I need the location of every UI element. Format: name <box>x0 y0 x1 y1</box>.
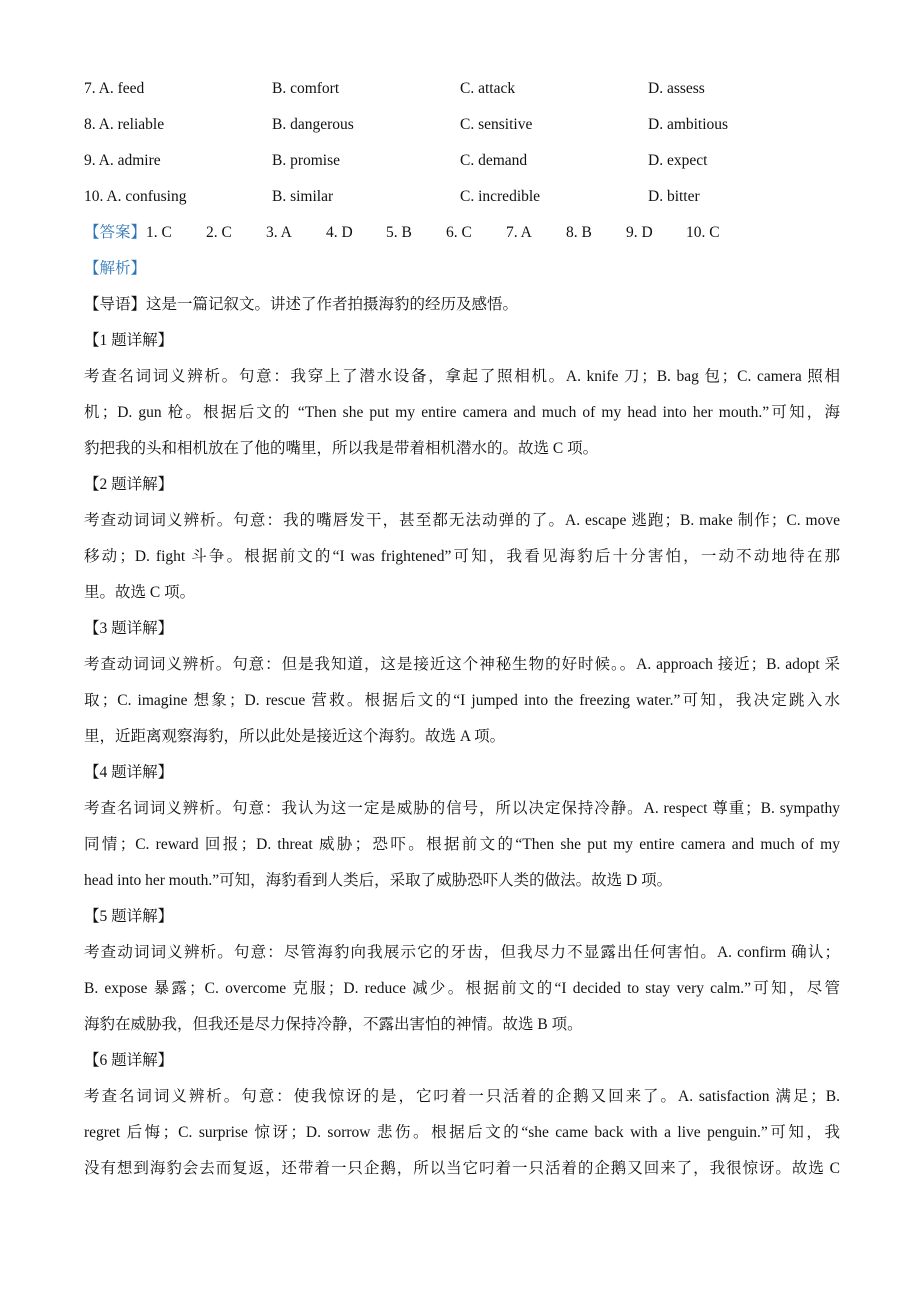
option-d: D. assess <box>648 80 705 97</box>
paragraph-line: 里。故选 C 项。 <box>84 584 196 601</box>
option-b: B. comfort <box>272 80 340 97</box>
option-c: C. incredible <box>460 188 541 205</box>
question-number: 8. <box>84 116 96 133</box>
option-b: B. dangerous <box>272 116 354 133</box>
detail-paragraph <box>84 647 840 755</box>
paragraph-line: 考查名词词义辨析。句意：我穿上了潜水设备，拿起了照相机。A. knife 刀；B. bag 包；C. camera 照相 <box>84 368 840 385</box>
answer-key <box>84 215 840 251</box>
answer-item: 5. B <box>386 224 412 241</box>
paragraph-line: 取；C. imagine 想象；D. rescue 营救。根据后文的“I jumped into the freezing water.”可知，我决定跳入水 <box>84 692 840 709</box>
detail-section-3 <box>84 611 840 755</box>
option-row-10 <box>84 179 840 215</box>
detail-section-1 <box>84 323 840 467</box>
detail-heading: 【1 题详解】 <box>84 332 174 349</box>
option-d: D. expect <box>648 152 708 169</box>
option-row-8 <box>84 107 840 143</box>
detail-paragraph <box>84 791 840 899</box>
answer-item: 1. C <box>146 224 172 241</box>
answer-item: 2. C <box>206 224 232 241</box>
answer-item: 4. D <box>326 224 353 241</box>
option-a: A. admire <box>98 152 161 169</box>
paragraph-line: 海豹在威胁我，但我还是尽力保持冷静，不露出害怕的神情。故选 B 项。 <box>84 1016 583 1033</box>
option-c: C. demand <box>460 152 528 169</box>
option-b: B. promise <box>272 152 341 169</box>
option-d: D. ambitious <box>648 116 729 133</box>
detail-paragraph <box>84 359 840 467</box>
option-d: D. bitter <box>648 188 700 205</box>
intro-text: 【导语】这是一篇记叙文。讲述了作者拍摄海豹的经历及感悟。 <box>84 296 519 313</box>
detail-heading: 【4 题详解】 <box>84 764 174 781</box>
detail-heading: 【6 题详解】 <box>84 1052 174 1069</box>
question-number: 7. <box>84 80 96 97</box>
answer-item: 9. D <box>626 224 653 241</box>
detail-section-4 <box>84 755 840 899</box>
answer-label: 【答案】 <box>84 224 147 241</box>
detail-heading: 【2 题详解】 <box>84 476 174 493</box>
detail-paragraph <box>84 1079 840 1187</box>
paragraph-line: 考查动词词义辨析。句意：我的嘴唇发干，甚至都无法动弹的了。A. escape 逃跑；B. make 制作；C. move <box>84 512 840 529</box>
paragraph-line: 豹把我的头和相机放在了他的嘴里，所以我是带着相机潜水的。故选 C 项。 <box>84 440 599 457</box>
answer-item: 3. A <box>266 224 292 241</box>
paragraph-line: head into her mouth.”可知，海豹看到人类后，采取了威胁恐吓人类的做法。故选 D 项。 <box>84 872 673 889</box>
paragraph-line: 考查名词词义辨析。句意：使我惊讶的是，它叼着一只活着的企鹅又回来了。A. satisfaction 满足；B. <box>84 1088 840 1105</box>
detail-section-6 <box>84 1043 840 1187</box>
option-c: C. sensitive <box>460 116 533 133</box>
paragraph-line: 机；D. gun 枪。根据后文的 “Then she put my entire camera and much of my head into her mouth.”可知，海 <box>84 404 840 421</box>
option-b: B. similar <box>272 188 334 205</box>
paragraph-line: 考查名词词义辨析。句意：我认为这一定是威胁的信号，所以决定保持冷静。A. respect 尊重；B. sympathy <box>84 800 840 817</box>
paragraph-line: 考查动词词义辨析。句意：但是我知道，这是接近这个神秘生物的好时候。。A. approach 接近；B. adopt 采 <box>84 656 840 673</box>
paragraph-line: B. expose 暴露；C. overcome 克服；D. reduce 减少。根据前文的“I decided to stay very calm.”可知，尽管 <box>84 980 840 997</box>
answer-item: 8. B <box>566 224 592 241</box>
paragraph-line: 没有想到海豹会去而复返，还带着一只企鹅，所以当它叼着一只活着的企鹅又回来了，我很惊讶。故选 C <box>84 1160 840 1177</box>
answer-item: 7. A <box>506 224 532 241</box>
answer-item: 10. C <box>686 224 720 241</box>
paragraph-line: 考查动词词义辨析。句意：尽管海豹向我展示它的牙齿，但我尽力不显露出任何害怕。A. confirm 确认； <box>84 944 840 961</box>
detail-section-2 <box>84 467 840 611</box>
document-page <box>84 71 840 1187</box>
option-row-9 <box>84 143 840 179</box>
paragraph-line: 里，近距离观察海豹，所以此处是接近这个海豹。故选 A 项。 <box>84 728 506 745</box>
detail-section-5 <box>84 899 840 1043</box>
paragraph-line: regret 后悔；C. surprise 惊讶；D. sorrow 悲伤。根据后文的“she came back with a live penguin.”可知，我 <box>84 1124 840 1141</box>
detail-paragraph <box>84 935 840 1043</box>
paragraph-line: 移动；D. fight 斗争。根据前文的“I was frightened”可知，我看见海豹后十分害怕，一动不动地待在那 <box>84 548 840 565</box>
answer-item: 6. C <box>446 224 472 241</box>
detail-paragraph <box>84 503 840 611</box>
paragraph-line: 同情；C. reward 回报；D. threat 威胁；恐吓。根据前文的“Then she put my entire camera and much of my <box>84 836 840 853</box>
question-number: 10. <box>84 188 104 205</box>
option-a: A. feed <box>98 80 145 97</box>
question-number: 9. <box>84 152 96 169</box>
option-c: C. attack <box>460 80 516 97</box>
detail-heading: 【3 题详解】 <box>84 620 174 637</box>
option-a: A. confusing <box>106 188 187 205</box>
detail-heading: 【5 题详解】 <box>84 908 174 925</box>
analysis-label: 【解析】 <box>84 260 147 277</box>
options-block <box>84 71 840 215</box>
option-a: A. reliable <box>98 116 165 133</box>
option-row-7 <box>84 71 840 107</box>
